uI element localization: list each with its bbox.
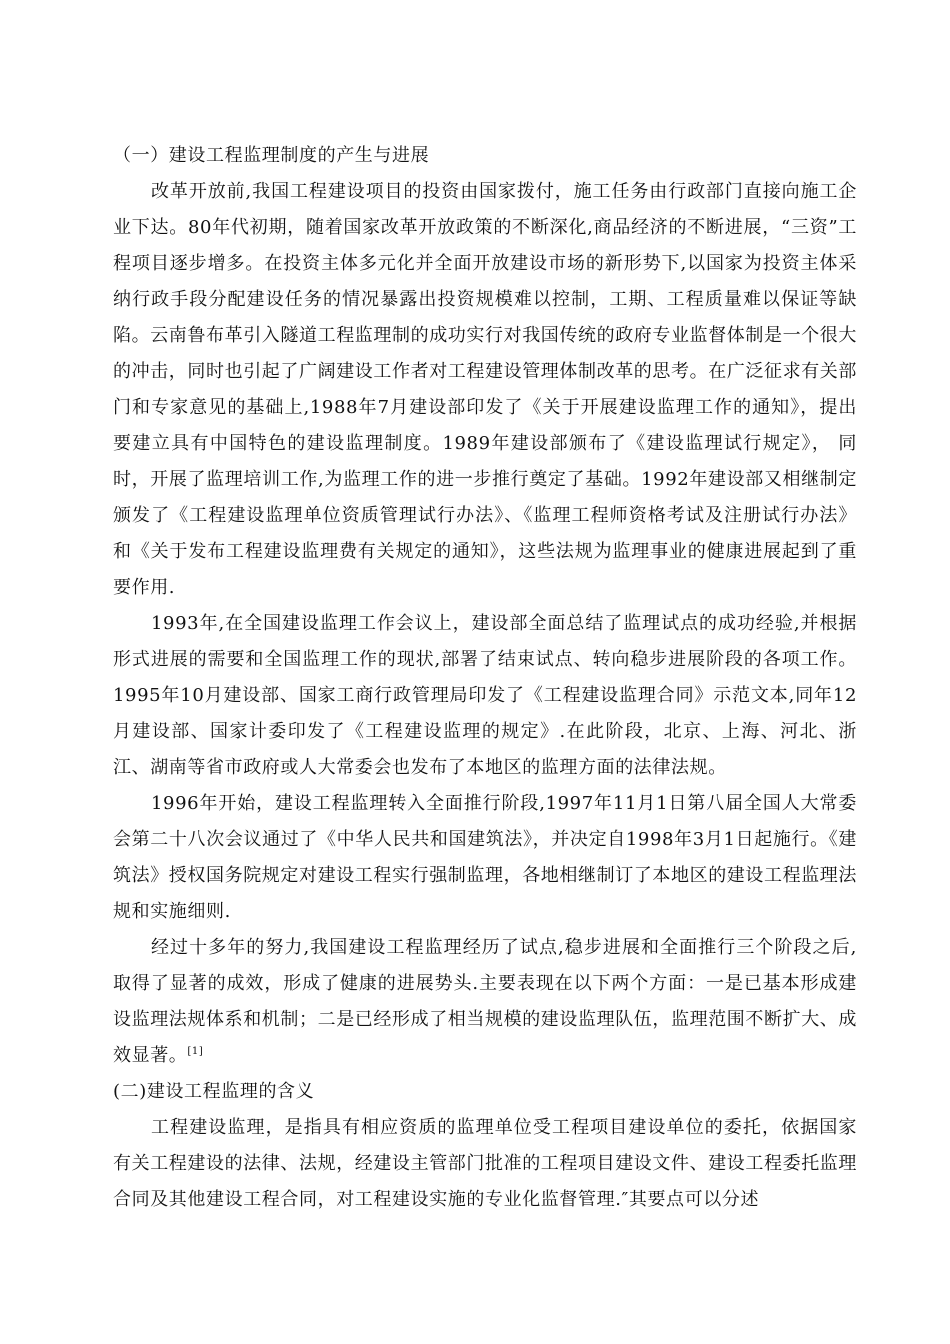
paragraph-text: 经过十多年的努力,我国建设工程监理经历了试点,稳步进展和全面推行三个阶段之后,取得了显著的成效，形成了健康的进展势头.主要表现在以下两个方面：一是已基本形成建设监理法规体系和机制；二是已经形成了相当规模的建设监理队伍，监理范围不断扩大、成效显著。 xyxy=(113,937,857,1066)
paragraph: 改革开放前,我国工程建设项目的投资由国家拨付，施工任务由行政部门直接向施工企业下达。80年代初期，随着国家改革开放政策的不断深化,商品经济的不断进展，“三资”工程项目逐步增多。在投资主体多元化并全面开放建设市场的新形势下,以国家为投资主体采纳行政手段分配建设任务的情况暴露出投资规模难以控制，工期、工程质量难以保证等缺陷。云南鲁布革引入隧道工程监理制的成功实行对我国传统的政府专业监督体制是一个很大的冲击，同时也引起了广阔建设工作者对工程建设管理体制改革的思考。在广泛征求有关部门和专家意见的基础上,1988年7月建设部印发了《关于开展建设监理工作的通知》，提出要建立具有中国特色的建设监理制度。1989年建设部颁布了《建设监理试行规定》， 同时，开展了监理培训工作,为监理工作的进一步推行奠定了基础。1992年建设部又相继制定颁发了《工程建设监理单位资质管理试行办法》、《监理工程师资格考试及注册试行办法》和《关于发布工程建设监理费有关规定的通知》，这些法规为监理事业的健康进展起到了重要作用. xyxy=(113,181,857,598)
citation-marker[interactable]: [1] xyxy=(187,1046,204,1057)
paragraph-with-citation xyxy=(113,930,857,1074)
paragraph: 1993年,在全国建设监理工作会议上，建设部全面总结了监理试点的成功经验,并根据形式进展的需要和全国监理工作的现状,部署了结束试点、转向稳步进展阶段的各项工作。1995年10月建设部、国家工商行政管理局印发了《工程建设监理合同》示范文本,同年12月建设部、国家计委印发了《工程建设监理的规定》.在此阶段，北京、上海、河北、浙江、湖南等省市政府或人大常委会也发布了本地区的监理方面的法律法规。 xyxy=(113,613,857,778)
paragraph: 工程建设监理，是指具有相应资质的监理单位受工程项目建设单位的委托，依据国家有关工程建设的法律、法规，经建设主管部门批准的工程项目建设文件、建设工程委托监理合同及其他建设工程合同，对工程建设实施的专业化监督管理.″其要点可以分述 xyxy=(113,1117,857,1210)
section-heading-1: （一）建设工程监理制度的产生与进展 xyxy=(113,145,430,166)
section-heading-2: (二)建设工程监理的含义 xyxy=(113,1081,315,1102)
document-body xyxy=(113,138,857,1218)
paragraph: 1996年开始，建设工程监理转入全面推行阶段,1997年11月1日第八届全国人大常委会第二十八次会议通过了《中华人民共和国建筑法》，并决定自1998年3月1日起施行。《建筑法》授权国务院规定对建设工程实行强制监理，各地相继制订了本地区的建设工程监理法规和实施细则. xyxy=(113,793,857,922)
